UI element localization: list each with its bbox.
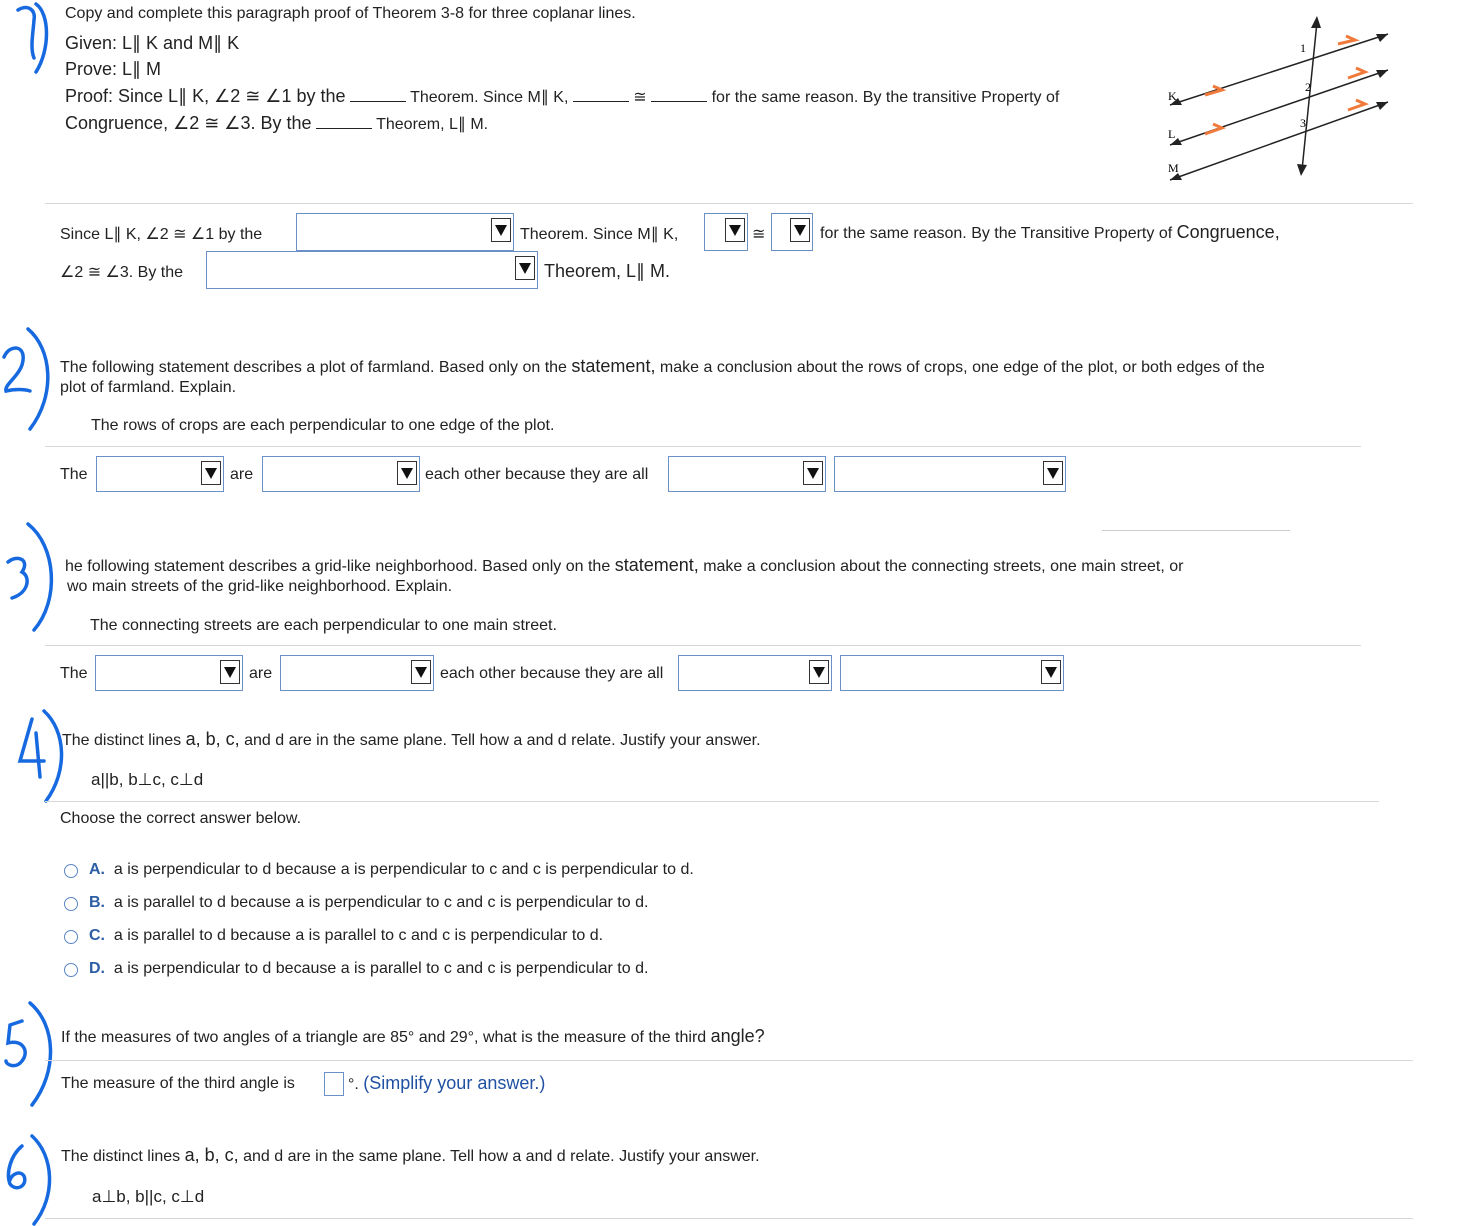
q3-dropdown-3[interactable] [678,655,832,691]
chevron-down-icon [411,660,431,684]
chevron-down-icon [790,218,810,242]
q3-prompt-line1 [65,555,1183,576]
q1-answer-text-e: ∠2 ≅ ∠3. By the [60,264,184,281]
q1-proof-line2 [65,113,488,134]
q4-option-a-radio[interactable] [64,864,78,878]
q4-prompt-b: and d are in the same plane. Tell how a and d relate. Justify your answer. [244,732,761,749]
q1-answer-text-b: Theorem. Since M∥ K, [520,226,679,243]
label-m: M [1168,161,1179,175]
q4-choose: Choose the correct answer below. [60,810,302,827]
q2-dropdown-3[interactable] [668,456,826,492]
proof-text-a: Proof: Since L∥ K, ∠2 ≅ ∠1 by the [65,86,346,106]
handwritten-number-5 [0,995,60,1110]
q2-because: each other because they are all [425,466,649,483]
q1-answer-text-d-congruence: Congruence, [1176,222,1280,242]
q1-dropdown-angle-a[interactable] [704,213,748,251]
q2-dropdown-1[interactable] [96,456,224,492]
q4-relations: a||b, b⊥c, c⊥d [91,770,204,789]
q2-prompt-line2: plot of farmland. Explain. [60,379,237,396]
q4-option-c[interactable] [89,927,603,945]
q3-statement: The connecting streets are each perpendicular to one main street. [90,617,557,634]
line-k [1170,34,1388,105]
chevron-down-icon [201,461,221,485]
q1-dropdown-angle-b[interactable] [771,213,813,251]
q2-prompt-b: make a conclusion about the rows of crops, one edge of the plot, or both edges of the [659,359,1265,376]
q4-prompt-a: The distinct lines [62,732,182,749]
label-2: 2 [1305,80,1311,94]
q1-answer-text-a: Since L∥ K, ∠2 ≅ ∠1 by the [60,226,263,243]
q4-option-b-letter: B. [89,894,105,911]
q1-answer-congruent: ≅ [752,226,766,243]
q6-prompt [61,1145,760,1166]
chevron-down-icon [515,256,535,280]
q1-answer-text-d [820,222,1280,243]
q4-prompt-abc: a, b, c, [185,729,240,749]
q5-answer-tail [348,1073,545,1094]
q3-prompt-line2: wo main streets of the grid-like neighborhood. Explain. [67,578,453,595]
q4-option-c-letter: C. [89,927,105,944]
label-3: 3 [1300,116,1306,130]
label-l: L [1168,127,1176,141]
handwritten-number-2 [0,325,60,435]
q5-degree: °. [348,1076,359,1093]
q4-option-a-text: a is perpendicular to d because a is perpendicular to c and c is perpendicular to d. [113,861,694,878]
q4-option-d-letter: D. [89,960,105,977]
label-k: K [1168,89,1177,103]
q4-option-b-radio[interactable] [64,897,78,911]
q4-prompt [62,729,761,750]
q1-parallel-lines-figure [1150,10,1410,190]
q1-answer-text-d-main: for the same reason. By the Transitive Property of [820,225,1173,242]
chevron-down-icon [491,218,511,242]
q5-prompt-a: If the measures of two angles of a triangle are 85° and 29°, what is the measure of the third [61,1029,707,1046]
proof-text-f: Theorem, L∥ M. [376,116,489,133]
q1-dropdown-theorem-2[interactable] [206,251,538,289]
q6-prompt-a: The distinct lines [61,1148,181,1165]
q4-option-a[interactable] [89,861,694,879]
chevron-down-icon [803,461,823,485]
proof-text-c: ≅ [633,89,647,106]
q5-simplify-hint: (Simplify your answer.) [363,1073,546,1093]
chevron-down-icon [220,660,240,684]
q2-dropdown-2[interactable] [262,456,420,492]
q4-option-c-radio[interactable] [64,930,78,944]
q2-prompt-a: The following statement describes a plot of farmland. Based only on the [60,359,567,376]
q6-prompt-b: and d are in the same plane. Tell how a and d relate. Justify your answer. [243,1148,760,1165]
q4-option-b-text: a is parallel to d because a is perpendicular to c and c is perpendicular to d. [113,894,649,911]
q1-given: Given: L∥ K and M∥ K [65,33,240,53]
q4-option-d[interactable] [89,960,648,978]
q1-prove: Prove: L∥ M [65,59,162,79]
q3-dropdown-1[interactable] [95,655,243,691]
q5-answer-lead: The measure of the third angle is [61,1075,295,1092]
q5-angle-input[interactable] [324,1072,344,1096]
q3-prompt-a: he following statement describes a grid-like neighborhood. Based only on the [65,558,611,575]
chevron-down-icon [809,660,829,684]
q3-prompt-word: statement, [614,555,699,575]
chevron-down-icon [397,461,417,485]
handwritten-number-6 [0,1130,60,1226]
label-1: 1 [1300,41,1306,55]
line-m [1170,102,1388,180]
q1-answer-text-f: Theorem, L∥ M. [544,261,671,281]
q3-dropdown-4[interactable] [840,655,1064,691]
chevron-down-icon [1041,660,1061,684]
q2-prompt-line1 [60,356,1265,377]
chevron-down-icon [1043,461,1063,485]
q6-prompt-abc: a, b, c, [184,1145,239,1165]
q2-the: The [60,466,88,483]
handwritten-number-1 [0,0,60,80]
handwritten-number-4 [10,705,70,805]
q4-option-d-text: a is perpendicular to d because a is parallel to c and c is perpendicular to d. [113,960,649,977]
q3-dropdown-2[interactable] [280,655,434,691]
q3-are: are [249,665,273,682]
q2-statement: The rows of crops are each perpendicular to one edge of the plot. [91,417,555,434]
q5-prompt [61,1026,765,1047]
q2-are: are [230,466,254,483]
q3-prompt-b: make a conclusion about the connecting streets, one main street, or [703,558,1184,575]
q4-option-b[interactable] [89,894,648,912]
q6-relations: a⊥b, b||c, c⊥d [92,1187,205,1206]
handwritten-number-3 [0,520,60,635]
proof-text-d: for the same reason. By the transitive Property of [711,89,1060,106]
q1-dropdown-theorem-1[interactable] [296,213,514,251]
q4-option-d-radio[interactable] [64,963,78,977]
proof-text-b: Theorem. Since M∥ K, [410,89,569,106]
q3-because: each other because they are all [440,665,664,682]
q5-prompt-word: angle? [710,1026,765,1046]
q1-proof-line1 [65,86,1059,107]
q4-option-a-letter: A. [89,861,105,878]
q4-option-c-text: a is parallel to d because a is parallel to c and c is perpendicular to d. [113,927,604,944]
q2-dropdown-4[interactable] [834,456,1066,492]
chevron-down-icon [725,218,745,242]
q3-the: The [60,665,88,682]
q2-prompt-word: statement, [571,356,656,376]
proof-text-e: Congruence, ∠2 ≅ ∠3. By the [65,113,312,133]
q1-intro: Copy and complete this paragraph proof of Theorem 3-8 for three coplanar lines. [65,5,636,22]
